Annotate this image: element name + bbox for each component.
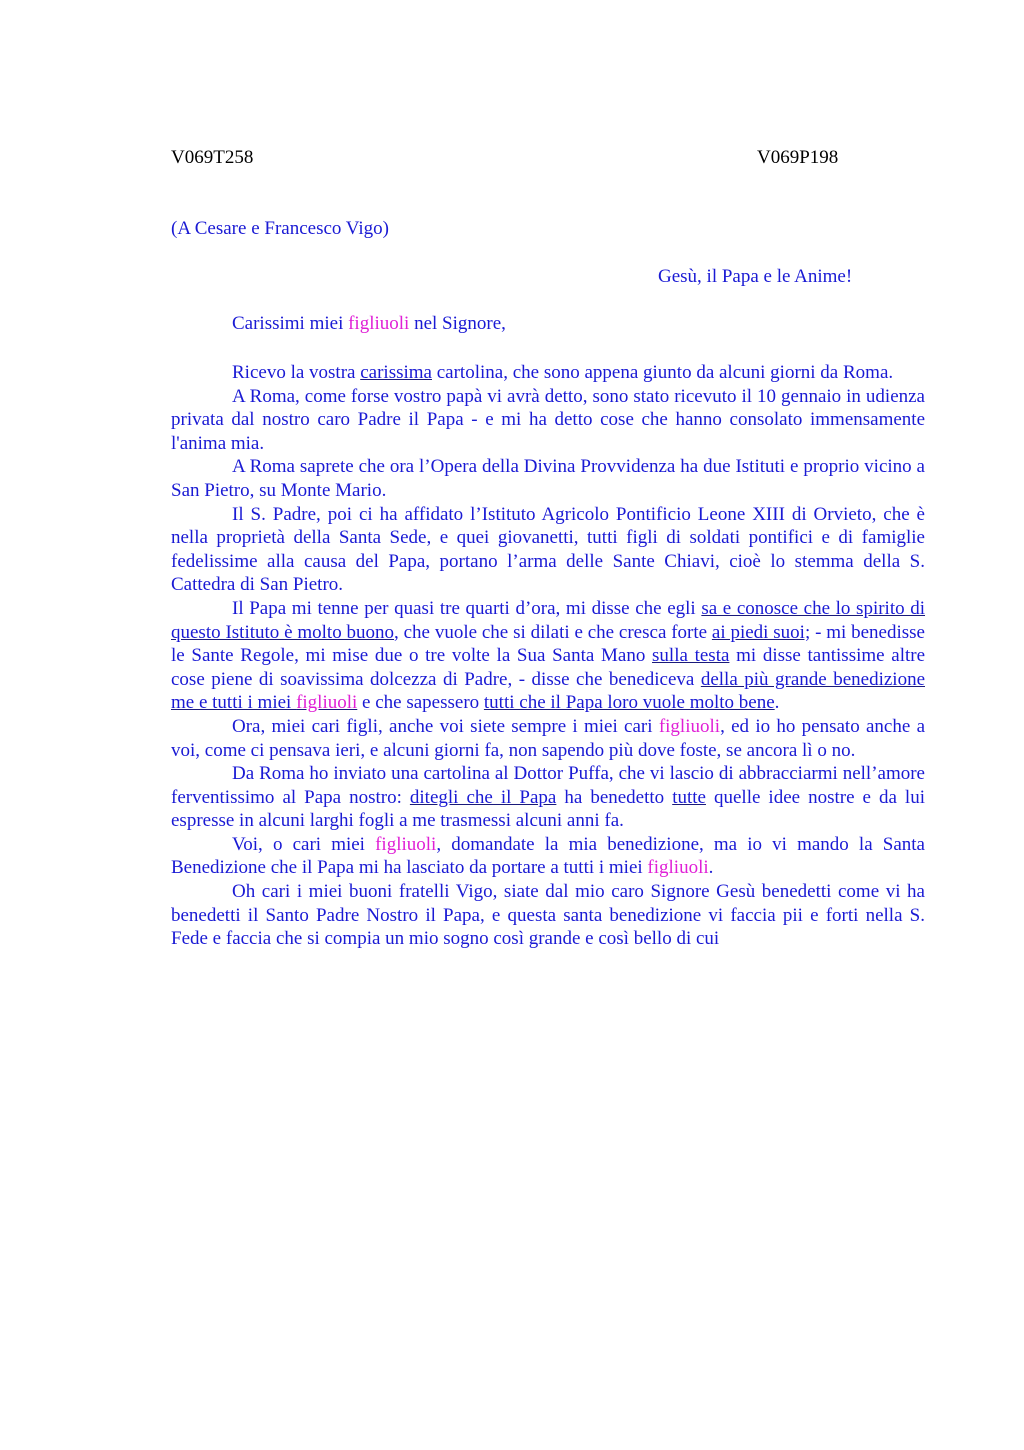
salutation-highlight: figliuoli <box>348 313 410 334</box>
text-segment: Voi, o cari miei <box>232 833 376 855</box>
text-segment: Ricevo la vostra <box>232 362 361 383</box>
text-segment: sulla testa <box>652 645 730 667</box>
letter-paragraph <box>171 880 925 951</box>
document-code-left: V069T258 <box>171 147 254 168</box>
salutation-pre: Carissimi miei <box>232 313 349 334</box>
text-segment: Da Roma ho inviato una cartolina al Dottor Puffa, che vi lascio di abbracciarmi nell’amore ferventissimo al Papa nostro: <box>171 763 925 808</box>
letter-paragraph <box>171 503 925 597</box>
salutation-post: nel Signore, <box>409 313 506 334</box>
text-segment: sa e conosce che lo spirito di questo Istituto è molto buono <box>171 597 926 643</box>
text-segment: ha benedetto <box>556 786 673 808</box>
text-segment: figliuoli <box>647 857 709 879</box>
letter-paragraph <box>171 715 925 762</box>
text-segment: mi disse tantissime altre cose piene di soavissima dolcezza di Padre, - disse che benediceva <box>171 645 926 690</box>
text-segment: cartolina, che sono appena giunto da alcuni giorni da Roma. <box>431 362 894 383</box>
text-segment: Il S. Padre, poi ci ha affidato l’Istituto Agricolo Pontificio Leone XIII di Orvieto, che è nella proprietà della Santa Sede, e quei giovanetti, tutti figli di soldati pontifici e di famiglie fedelissime alla causa del Papa, portano l’arma delle Sante Chiavi, cioè lo stemma della S. Cattedra di San Pietro. <box>171 503 925 596</box>
letter-paragraph <box>171 762 925 833</box>
text-segment: Oh cari i miei buoni fratelli Vigo, siate dal mio caro Signore Gesù benedetti come vi ha benedetti il Santo Padre Nostro il Papa, e questa santa benedizione vi faccia pii e forti nella S. Fede e faccia che si compia un mio sogno così grande e così bello di cui <box>171 881 925 950</box>
text-segment: Ora, miei cari figli, anche voi siete sempre i miei cari <box>232 715 659 737</box>
text-segment: tutti che il Papa loro vuole molto bene <box>483 692 775 714</box>
salutation-line <box>232 313 506 335</box>
text-segment: . <box>774 692 780 714</box>
text-segment: ai piedi suoi; <box>711 621 811 643</box>
letter-paragraph <box>171 385 925 456</box>
text-segment: , domandate la mia benedizione, ma io vi mando la Santa Benedizione che il Papa mi ha lasciato da portare a tutti i miei <box>171 833 925 879</box>
text-segment: , che vuole che si dilati e che cresca forte <box>394 621 712 643</box>
addressee-line: (A Cesare e Francesco Vigo) <box>171 218 389 239</box>
text-segment: , ed io ho pensato anche a voi, come ci pensava ieri, e alcuni giorni fa, non sapendo più dove foste, se ancora lì o no. <box>171 715 926 761</box>
text-segment: ditegli che il Papa <box>409 786 557 808</box>
text-segment: Il Papa mi tenne per quasi tre quarti d’ora, mi disse che egli <box>232 597 702 619</box>
text-segment: della più grande benedizione me e tutti i miei <box>171 668 925 714</box>
motto-line: Gesù, il Papa e le Anime! <box>658 266 853 287</box>
text-segment: e che sapessero <box>357 692 484 714</box>
document-code-right: V069P198 <box>757 147 839 168</box>
text-segment: A Roma saprete che ora l’Opera della Divina Provvidenza ha due Istituti e proprio vicino a San Pietro, su Monte Mario. <box>171 456 925 501</box>
letter-paragraph <box>171 361 925 385</box>
text-segment: carissima <box>360 362 432 383</box>
letter-paragraph <box>171 833 925 880</box>
text-segment: figliuoli <box>375 833 437 855</box>
text-segment: A Roma, come forse vostro papà vi avrà detto, sono stato ricevuto il 10 gennaio in udienza privata dal nostro caro Padre il Papa - e mi ha detto cose che hanno consolato immensamente l'anima mia. <box>171 385 925 454</box>
text-segment: - mi benedisse le Sante Regole, mi mise due o tre volte la Sua Santa Mano <box>171 621 925 667</box>
letter-paragraph <box>171 455 925 502</box>
text-segment: tutte <box>672 786 706 808</box>
text-segment: . <box>708 857 714 879</box>
text-segment: figliuoli <box>296 692 358 714</box>
text-segment: quelle idee nostre e da lui espresse in alcuni larghi fogli a me trasmessi alcuni anni fa. <box>171 786 925 832</box>
letter-paragraph <box>171 597 925 715</box>
text-segment: figliuoli <box>658 715 721 737</box>
letter-body <box>171 361 925 951</box>
